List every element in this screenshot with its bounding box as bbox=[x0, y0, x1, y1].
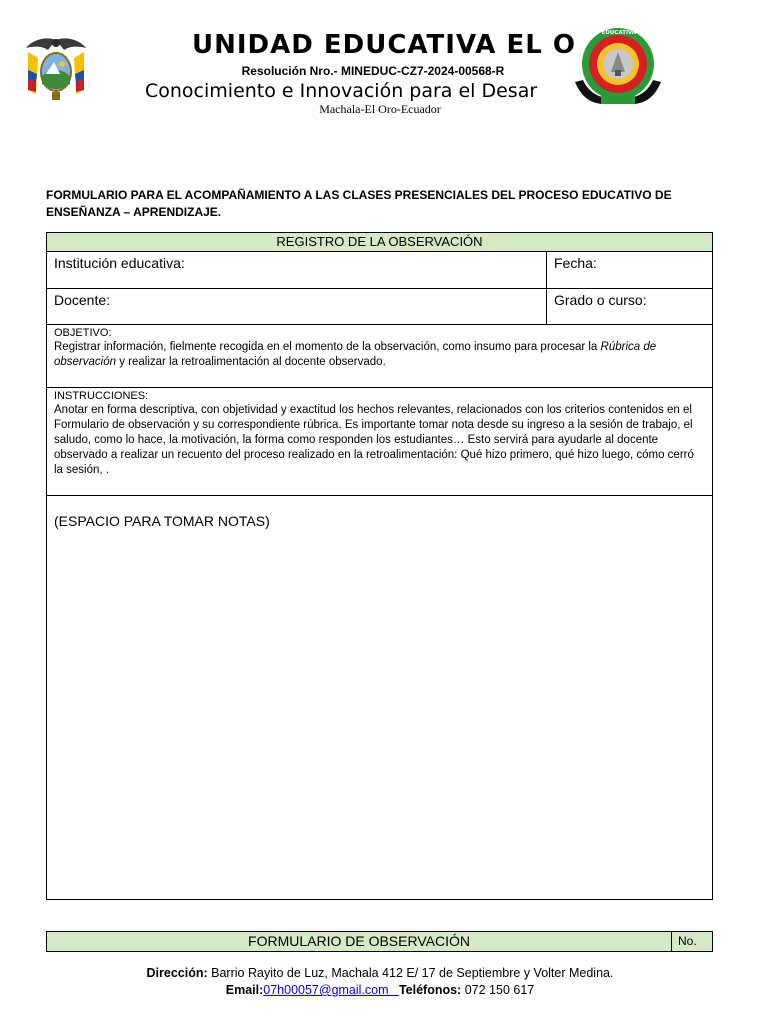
teacher-row bbox=[47, 289, 712, 325]
school-motto: Conocimiento e Innovación para el Desar bbox=[145, 80, 538, 102]
objective-heading: OBJETIVO: bbox=[54, 327, 112, 339]
band-number-label[interactable]: No. bbox=[678, 934, 697, 948]
objective-text bbox=[54, 340, 704, 370]
objective-text-a: Registrar información, fielmente recogida en el momento de la observación, como insumo para procesar la bbox=[54, 341, 601, 353]
table-heading: REGISTRO DE LA OBSERVACIÓN bbox=[47, 233, 712, 252]
objective-row bbox=[47, 325, 712, 388]
notes-space-label[interactable]: (ESPACIO PARA TOMAR NOTAS) bbox=[54, 513, 270, 529]
objective-text-emphasis: Rúbrica de observación bbox=[54, 341, 657, 368]
address-label: Dirección: bbox=[146, 966, 208, 980]
institution-label: Institución educativa: bbox=[54, 255, 185, 271]
objective-text-b: y realizar la retroalimentación al docente observado. bbox=[116, 356, 386, 368]
form-title: FORMULARIO PARA EL ACOMPAÑAMIENTO A LAS CLASES PRESENCIALES DEL PROCESO EDUCATIVO DE ENSEÑANZA – APRENDIZAJE. bbox=[46, 188, 672, 219]
school-title-text: UNIDAD EDUCATIVA EL O bbox=[192, 30, 576, 60]
address-value: Barrio Rayito de Luz, Machala 412 E/ 17 de Septiembre y Volter Medina. bbox=[207, 966, 614, 980]
date-label: Fecha: bbox=[554, 255, 597, 271]
instructions-row bbox=[47, 388, 712, 496]
email-link-trail bbox=[389, 983, 399, 997]
instructions-heading: INSTRUCCIONES: bbox=[54, 390, 149, 402]
resolution-number: Resolución Nro.- MINEDUC-CZ7-2024-00568-R bbox=[241, 64, 505, 78]
address-line bbox=[0, 966, 760, 980]
contact-line bbox=[0, 983, 760, 997]
institution-row bbox=[47, 252, 712, 289]
teacher-label: Docente: bbox=[54, 292, 111, 308]
form-band bbox=[46, 931, 713, 952]
phone-label: Teléfonos: bbox=[398, 983, 462, 997]
email-link[interactable]: 07h00057@gmail.com bbox=[263, 983, 389, 997]
phone-value: 072 150 617 bbox=[461, 983, 535, 997]
school-title bbox=[0, 30, 768, 60]
band-title: FORMULARIO DE OBSERVACIÓN bbox=[47, 932, 672, 951]
grade-label: Grado o curso: bbox=[554, 292, 647, 308]
observation-table bbox=[46, 232, 713, 900]
teacher-cell[interactable] bbox=[47, 289, 547, 324]
seal-text: UNIDAD EDUCATIVA EL ORO bbox=[575, 30, 661, 36]
instructions-text: Anotar en forma descriptiva, con objetividad y exactitud los hechos relevantes, relacionados con los criterios contenidos en el Formulario de observación y su correspondiente rúbrica. Es importante tomar nota desde su ingreso a la sesión de trabajo, el saludo, como lo hace, la motivación, la forma como responden los estudiantes… Esto servirá para ayudarle al docente observado a realizar un recuento del proceso realizado en la retroalimentación: Qué hizo primero, qué hizo luego, cómo cerró la sesión, . bbox=[54, 404, 694, 476]
institution-cell[interactable] bbox=[47, 252, 547, 288]
school-location: Machala-El Oro-Ecuador bbox=[319, 102, 441, 116]
email-label: Email: bbox=[225, 983, 264, 997]
